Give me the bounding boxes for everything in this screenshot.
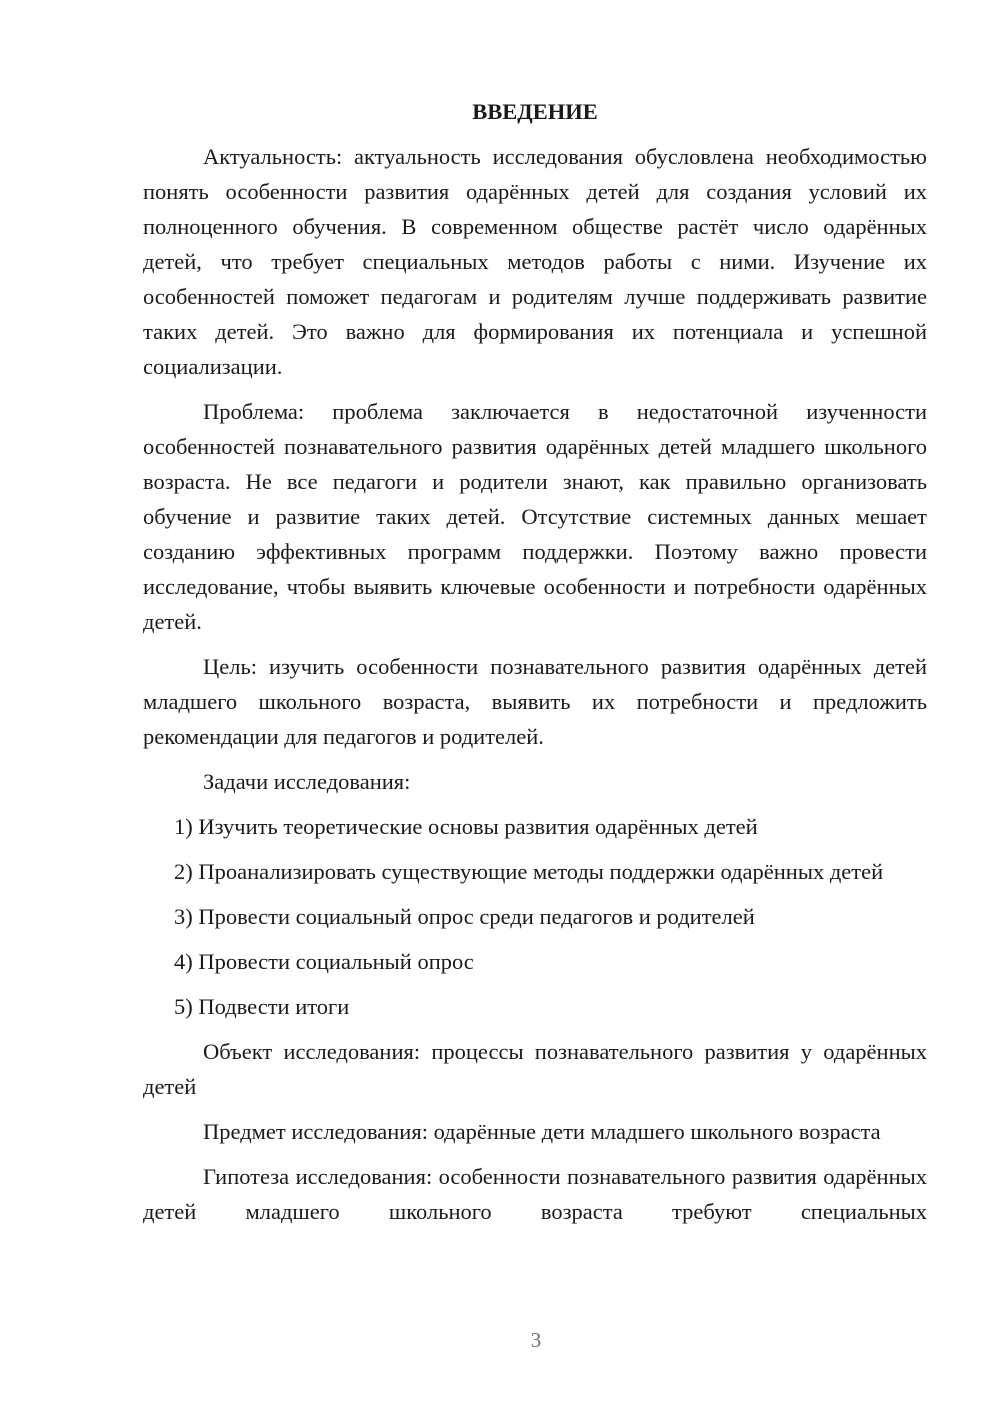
paragraph-problem: Проблема: проблема заключается в недостаточной изученности особенностей познавательного развития одарённых детей младшего школьного возраста. Не все педагоги и родители знают, как правильно организовать обучение и развитие таких детей. Отсутствие системных данных мешает созданию эффективных программ поддержки. Поэтому важно провести исследование, чтобы выявить ключевые особенности и потребности одарённых детей. [143,399,927,634]
page-number: 3 [530,1328,542,1352]
paragraph-object: Объект исследования: процессы познавательного развития у одарённых детей [143,1039,927,1099]
tasks-heading: Задачи исследования: [203,769,411,794]
list-item: 1) Изучить теоретические основы развития одарённых детей [174,814,758,839]
page-body [143,94,927,1229]
list-item: 2) Проанализировать существующие методы поддержки одарённых детей [174,859,884,884]
paragraph-subject: Предмет исследования: одарённые дети младшего школьного возраста [203,1119,881,1144]
list-item: 4) Провести социальный опрос [174,949,474,974]
paragraph-relevance: Актуальность: актуальность исследования обусловлена необходимостью понять особенности развития одарённых детей для создания условий их полноценного обучения. В современном обществе растёт число одарённых детей, что требует специальных методов работы с ними. Изучение их особенностей поможет педагогам и родителям лучше поддерживать развитие таких детей. Это важно для формирования их потенциала и успешной социализации. [143,144,927,379]
paragraph-hypothesis: Гипотеза исследования: особенности познавательного развития одарённых детей младшего школьного возраста требуют специальных [143,1164,927,1224]
tasks-list [143,809,927,1024]
list-item: 3) Провести социальный опрос среди педагогов и родителей [174,904,755,929]
paragraph-goal: Цель: изучить особенности познавательного развития одарённых детей младшего школьного возраста, выявить их потребности и предложить рекомендации для педагогов и родителей. [143,654,927,749]
list-item: 5) Подвести итоги [174,994,350,1019]
page-title: ВВЕДЕНИЕ [472,99,598,124]
